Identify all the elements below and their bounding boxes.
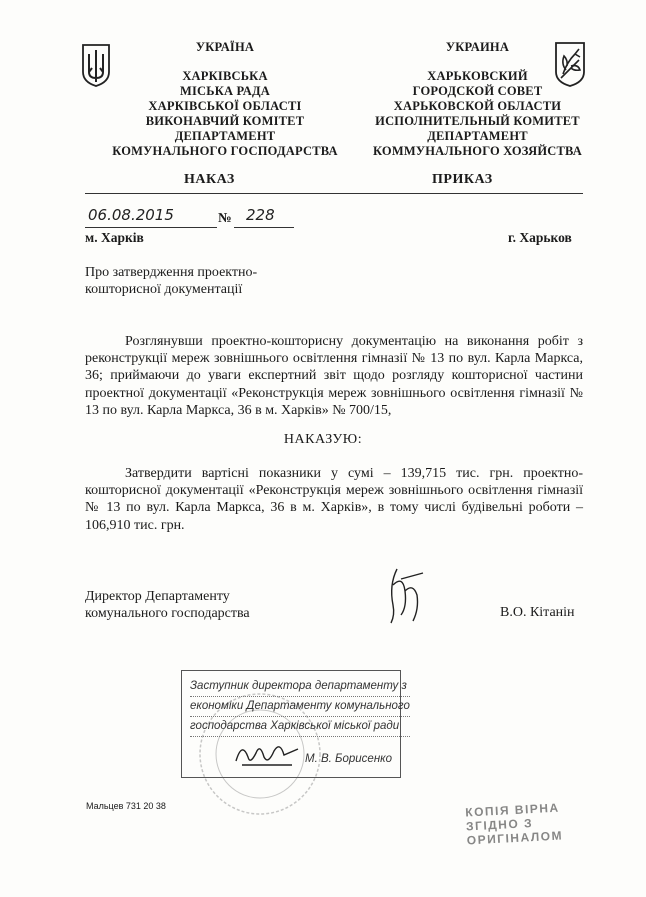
signatory-name: В.О. Кітанін xyxy=(500,605,575,620)
approval-stamp-line: Заступник директора департаменту з xyxy=(190,677,410,697)
doc-type-ru: ПРИКАЗ xyxy=(432,172,493,187)
header-right xyxy=(355,40,600,159)
header-right-line: ГОРОДСКОЙ СОВЕТ xyxy=(412,84,543,98)
copy-stamp-line: ЗГІДНО З xyxy=(465,816,534,834)
country-ru: УКРАИНА xyxy=(445,40,510,54)
approval-stamp-line: господарства Харківської міської ради xyxy=(190,717,410,737)
true-copy-stamp xyxy=(465,801,563,848)
preamble-paragraph: Розглянувши проектно-кошторисну документацію на виконання робіт з реконструкції мереж зовнішнього освітлення гімназії № 13 по вул. Карла Маркса, 36; приймаючи до уваги експертний звіт щодо розгляду кошторисної частини проектної документації «Реконструкція мереж зовнішнього освітлення гімназії № 13 по вул. Карла Маркса, 36 в м. Харків» № 700/15, xyxy=(85,334,583,418)
header-left-line: ХАРКІВСЬКА xyxy=(182,69,268,83)
city-ua: м. Харків xyxy=(85,230,144,245)
approval-stamp-line: економіки Департаменту комунального xyxy=(190,697,410,717)
doc-type-ua: НАКАЗ xyxy=(184,172,235,187)
order-date: 06.08.2015 xyxy=(88,206,174,224)
date-underline xyxy=(85,227,217,228)
deputy-signature xyxy=(232,735,304,771)
city-ru: г. Харьков xyxy=(508,230,572,245)
header-right-line: ИСПОЛНИТЕЛЬНЫЙ КОМИТЕТ xyxy=(375,114,580,128)
executor-contact: Мальцев 731 20 38 xyxy=(86,801,166,811)
header-right-line: ХАРЬКОВСКИЙ xyxy=(427,69,528,83)
header-right-line: КОММУНАЛЬНОГО ХОЗЯЙСТВА xyxy=(372,144,583,158)
header-divider xyxy=(85,193,583,194)
header-left-line: КОМУНАЛЬНОГО ГОСПОДАРСТВА xyxy=(112,144,338,158)
signatory-position-line: комунального господарства xyxy=(85,606,250,621)
country-ua: УКРАЇНА xyxy=(195,40,255,54)
order-number-label: № xyxy=(218,210,232,225)
header-left-line: ВИКОНАВЧИЙ КОМІТЕТ xyxy=(145,114,305,128)
order-subject: Про затвердження проектно-кошторисної документації xyxy=(85,265,258,297)
number-underline xyxy=(234,227,294,228)
header-left-line: МІСЬКА РАДА xyxy=(179,84,271,98)
order-number: 228 xyxy=(246,206,275,224)
signatory-position-line: Директор Департаменту xyxy=(85,589,230,604)
copy-stamp-line: ОРИГІНАЛОМ xyxy=(466,828,564,848)
header-right-line: ХАРЬКОВСКОЙ ОБЛАСТИ xyxy=(393,99,562,113)
header-left xyxy=(100,40,350,159)
signatory-position xyxy=(85,588,250,622)
director-signature xyxy=(383,565,433,627)
header-left-line: ДЕПАРТАМЕНТ xyxy=(174,129,276,143)
approval-stamp-name: М. В. Борисенко xyxy=(304,753,392,765)
approval-stamp-text xyxy=(190,677,410,737)
copy-stamp-line: КОПІЯ ВІРНА xyxy=(464,800,560,820)
decision-paragraph: Затвердити вартісні показники у сумі – 139,715 тис. грн. проектно-кошторисної документації «Реконструкція мереж зовнішнього освітлення гімназії № 13 по вул. Карла Маркса, 36 в м. Харків», в тому числі будівельні роботи – 106,910 тис. грн. xyxy=(85,466,583,533)
header-right-line: ДЕПАРТАМЕНТ xyxy=(427,129,528,143)
order-heading: НАКАЗУЮ: xyxy=(283,432,363,447)
header-left-line: ХАРКІВСЬКОЇ ОБЛАСТІ xyxy=(148,99,302,113)
